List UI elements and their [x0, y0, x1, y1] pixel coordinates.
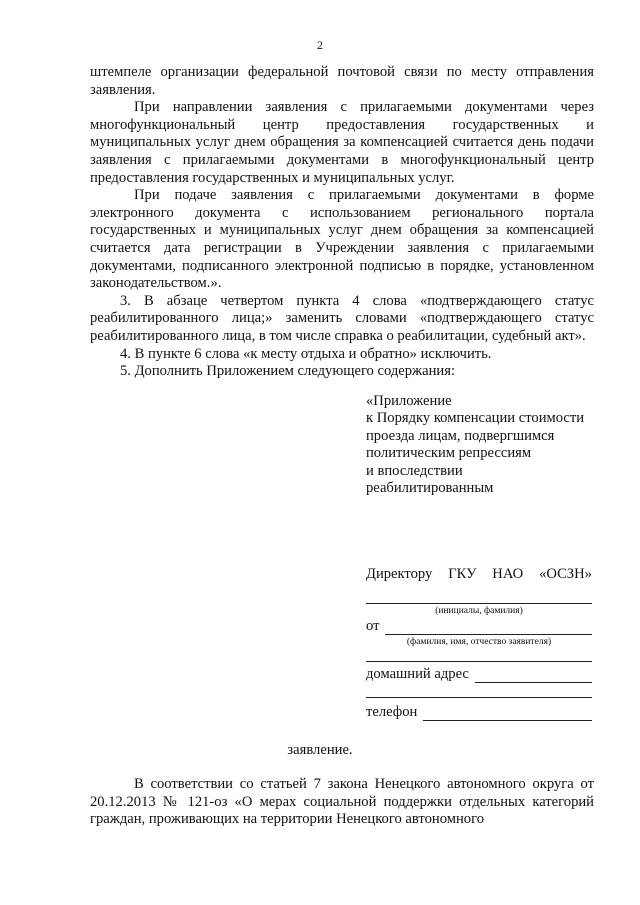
phone-row	[366, 704, 592, 721]
appendix-line: проезда лицам, подвергшимся	[366, 427, 555, 444]
from-label: от	[366, 618, 380, 634]
applicant-name-field[interactable]	[385, 620, 592, 635]
address-label: домашний адрес	[366, 666, 469, 682]
appendix-line: к Порядку компенсации стоимости	[366, 410, 585, 427]
appendix-line: политическим репрессиям	[366, 445, 532, 462]
director-word: ГКУ	[448, 566, 477, 582]
paragraph-electronic: При подаче заявления с прилагаемыми документами в форме электронного документа с использованием регионального портала государственных и муниципальных услуг днем обращения за компенсацией считается дата регистрации в Учреждении заявления с прилагаемыми документами, подписанного электронной подписью в порядке, установленном законодательством.».	[90, 187, 594, 292]
addressee-block	[366, 566, 592, 721]
address-field-2[interactable]	[366, 683, 592, 698]
phone-field[interactable]	[423, 706, 592, 721]
applicant-name-field-2[interactable]	[366, 647, 592, 662]
page-number: 2	[317, 38, 323, 52]
from-row	[366, 618, 592, 635]
statement-title: заявление.	[287, 742, 353, 758]
main-text	[90, 64, 594, 381]
director-line	[366, 566, 592, 583]
statement-text	[90, 776, 594, 829]
applicant-caption: (фамилия, имя, отчество заявителя)	[406, 637, 552, 647]
paragraph-continuation: штемпеле организации федеральной почтовой связи по месту отправления заявления.	[90, 64, 594, 98]
initials-caption: (инициалы, фамилия)	[435, 606, 523, 616]
phone-label: телефон	[366, 704, 418, 720]
appendix-line: и впоследствии	[366, 462, 463, 479]
appendix-heading	[366, 393, 584, 497]
initials-field[interactable]	[366, 583, 592, 604]
paragraph-item-4: 4. В пункте 6 слова «к месту отдыха и обратно» исключить.	[120, 345, 492, 362]
director-word: Директору	[366, 566, 433, 582]
paragraph-item-3: 3. В абзаце четвертом пункта 4 слова «подтверждающего статус реабилитированного лица;» заменить словами «подтверждающего статус реабилитированного лица, в том числе справка о реабилитации, судебный акт».	[90, 292, 594, 344]
address-field[interactable]	[475, 668, 592, 683]
address-row	[366, 666, 592, 683]
director-word: «ОСЗН»	[539, 566, 592, 582]
director-word: НАО	[492, 566, 524, 582]
statement-paragraph: В соответствии со статьей 7 закона Ненецкого автономного округа от 20.12.2013 № 121-оз «О мерах социальной поддержки отдельных категорий граждан, проживающих на территории Ненецкого автономного	[90, 776, 594, 828]
paragraph-mfc: При направлении заявления с прилагаемыми документами через многофункциональный центр предоставления государственных и муниципальных услуг днем обращения за компенсацией считается день подачи заявления с прилагаемыми документами в многофункциональный центр предоставления государственных и муниципальных услуг.	[90, 99, 594, 186]
appendix-line: «Приложение	[366, 393, 452, 409]
paragraph-item-5: 5. Дополнить Приложением следующего содержания:	[120, 363, 456, 380]
appendix-line: реабилитированным	[366, 480, 494, 497]
